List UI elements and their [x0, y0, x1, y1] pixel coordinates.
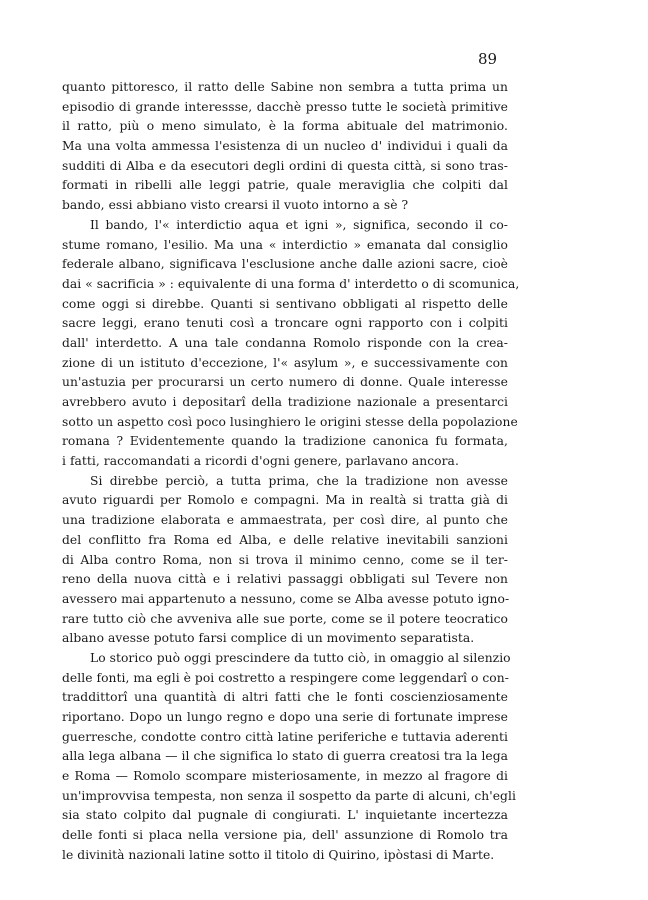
text-line: sotto un aspetto così poco lusinghiero le origini stesse della popolazione: [62, 414, 518, 429]
text-line: una tradizione elaborata e ammaestrata, per così dire, al punto che: [62, 513, 508, 528]
paragraph: [62, 78, 508, 216]
text-line: del conflitto fra Roma ed Alba, e delle relative inevitabili sanzioni: [62, 532, 508, 547]
text-line: reno della nuova città e i relativi passaggi obbligati sul Tevere non: [62, 572, 508, 587]
text-line: Ma una volta ammessa l'esistenza di un nucleo d' individui i quali da: [62, 139, 508, 154]
text-line: sia stato colpito dal pugnale di congiurati. L' inquietante incertezza: [62, 808, 508, 823]
text-line: di Alba contro Roma, non si trova il minimo cenno, come se il ter-: [62, 552, 508, 567]
text-line: quanto pittoresco, il ratto delle Sabine non sembra a tutta prima un: [62, 80, 508, 94]
text-line: sacre leggi, erano tenuti così a troncare ogni rapporto con i colpiti: [62, 316, 508, 331]
text-line: albano avesse potuto farsi complice di un movimento separatista.: [62, 631, 475, 646]
text-line: come oggi si direbbe. Quanti si sentivano obbligati al rispetto delle: [62, 296, 508, 311]
text-line: delle fonti si placa nella versione pia, dell' assunzione di Romolo tra: [62, 828, 508, 843]
text-line: riportano. Dopo un lungo regno e dopo una serie di fortunate imprese: [62, 710, 508, 724]
text-line: federale albano, significava l'esclusione anche dalle azioni sacre, cioè: [62, 257, 508, 272]
text-line: guerresche, condotte contro città latine periferiche e tuttavia aderenti: [62, 729, 508, 744]
paragraph: [62, 472, 508, 649]
text-body: [62, 78, 520, 866]
text-line: le divinità nazionali latine sotto il titolo di Quirino, ipòstasi di Marte.: [62, 847, 495, 862]
page-number: 89: [478, 50, 498, 68]
text-line: Si direbbe perciò, a tutta prima, che la tradizione non avesse: [90, 473, 508, 488]
text-line: e Roma — Romolo scompare misteriosamente, in mezzo al fragore di: [62, 769, 508, 784]
text-line: rare tutto ciò che avveniva alle sue porte, come se il potere teocratico: [62, 611, 508, 626]
text-line: romana ? Evidentemente quando la tradizione canonica fu formata,: [62, 434, 508, 449]
text-line: bando, essi abbiano visto crearsi il vuoto intorno a sè ?: [62, 198, 409, 213]
text-line: delle fonti, ma egli è poi costretto a respingere come leggendarî o con-: [62, 670, 509, 685]
paragraph: [62, 216, 520, 472]
text-line: avrebbero avuto i depositarî della tradizione nazionale a presentarci: [62, 395, 508, 409]
text-line: avuto riguardi per Romolo e compagni. Ma in realtà si tratta già di: [62, 493, 508, 508]
text-line: dall' interdetto. A una tale condanna Romolo risponde con la crea-: [62, 335, 508, 350]
text-line: formati in ribelli alle leggi patrie, quale meraviglia che colpiti dal: [62, 178, 508, 193]
text-line: alla lega albana — il che significa lo stato di guerra creatosi tra la lega: [62, 749, 509, 764]
text-line: episodio di grande interessse, dacchè presso tutte le società primitive: [62, 99, 508, 114]
text-line: stume romano, l'esilio. Ma una « interdictio » emanata dal consiglio: [62, 237, 508, 252]
text-line: dai « sacrificia » : equivalente di una forma d' interdetto o di scomunica,: [62, 276, 520, 291]
text-line: traddittorî una quantità di altri fatti che le fonti coscienziosamente: [62, 690, 508, 705]
text-line: un'astuzia per procurarsi un certo numero di donne. Quale interesse: [62, 375, 508, 390]
text-line: Il bando, l'« interdictio aqua et igni », significa, secondo il co-: [90, 217, 508, 232]
text-line: avessero mai appartenuto a nessuno, come se Alba avesse potuto igno-: [62, 591, 510, 606]
text-line: un'improvvisa tempesta, non senza il sospetto da parte di alcuni, ch'egli: [62, 788, 516, 803]
paragraph: [62, 649, 516, 866]
text-line: i fatti, raccomandati a ricordi d'ogni genere, parlavano ancora.: [62, 454, 459, 469]
text-line: sudditi di Alba e da esecutori degli ordini di questa città, si sono tras-: [62, 158, 508, 173]
text-line: Lo storico può oggi prescindere da tutto ciò, in omaggio al silenzio: [90, 650, 511, 665]
text-line: il ratto, più o meno simulato, è la forma abituale del matrimonio.: [62, 119, 508, 134]
text-line: zione di un istituto d'eccezione, l'« asylum », e successivamente con: [62, 355, 508, 370]
